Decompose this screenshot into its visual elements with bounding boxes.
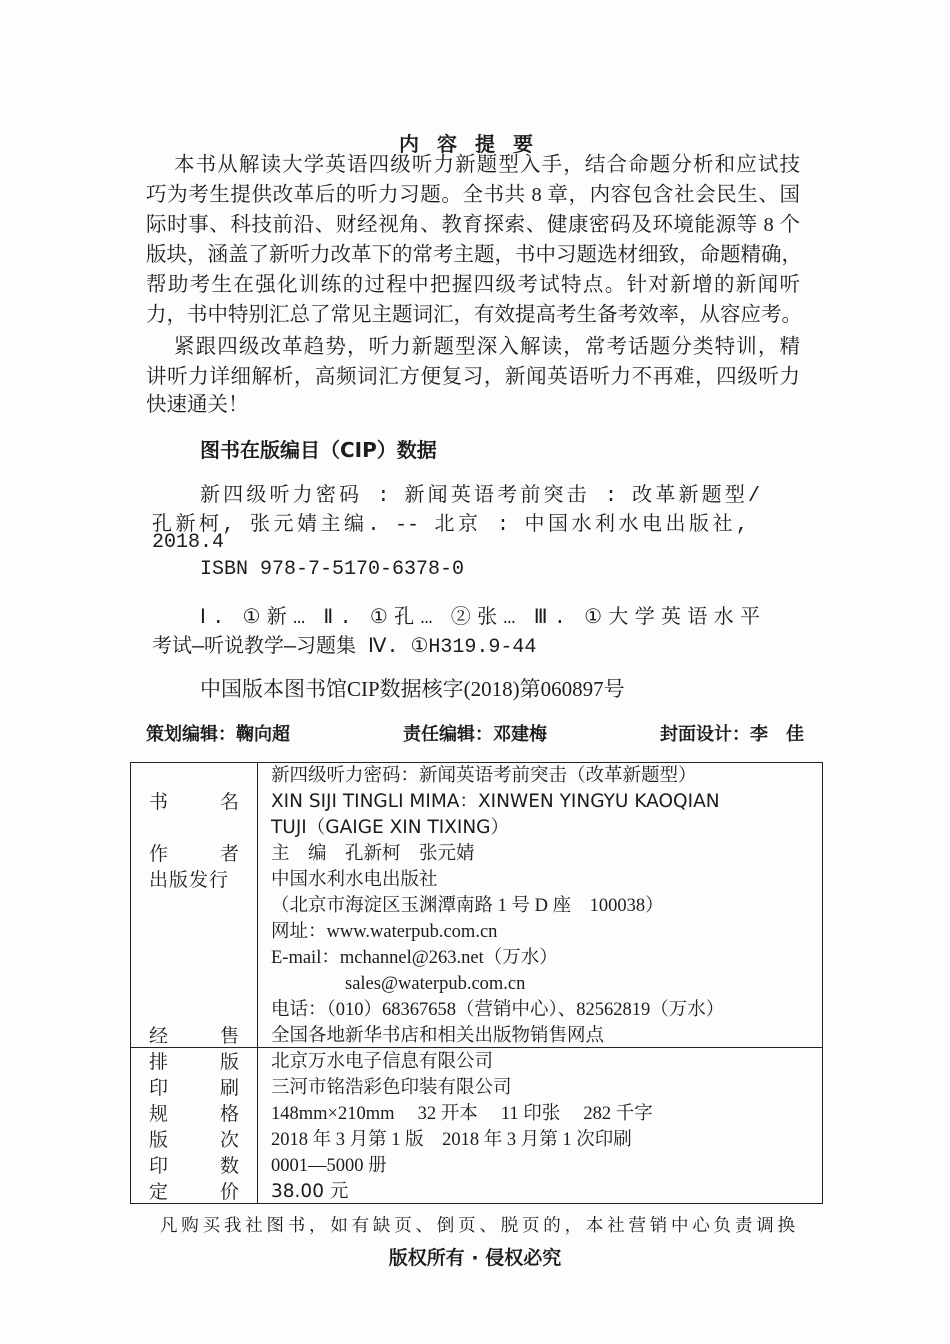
cip-line: ISBN 978-7-5170-6378-0 (200, 558, 465, 581)
credit-responsible-editor: 责任编辑：邓建梅 (403, 724, 547, 745)
abstract-line: 快速通关！ (146, 394, 249, 416)
info-row-label (149, 1127, 239, 1153)
info-row-value: （北京市海淀区玉渊潭南路 1 号 D 座 100038） (271, 896, 664, 916)
label-char: 书 (149, 791, 169, 813)
info-row-label (149, 1179, 239, 1205)
abstract-line: 本书从解读大学英语四级听力新题型入手，结合命题分析和应试技 (174, 154, 800, 176)
cip-line: 2018.4 (152, 531, 225, 554)
label-char: 版 (149, 1129, 169, 1151)
abstract-line: 帮助考生在强化训练的过程中把握四级考试特点。针对新增的新闻听 (146, 274, 800, 296)
return-notice: 凡购买我社图书，如有缺页、倒页、脱页的，本社营销中心负责调换 (160, 1215, 797, 1235)
abstract-line: 际时事、科技前沿、财经视角、教育探索、健康密码及环境能源等 8 个 (146, 214, 800, 236)
label-char: 名 (219, 791, 239, 813)
abstract-line: 力，书中特别汇总了常见主题词汇，有效提高考生备考效率，从容应考。 (146, 304, 802, 326)
label-char: 经 (149, 1025, 169, 1047)
info-row-value: 新四级听力密码：新闻英语考前突击（改革新题型） (271, 765, 697, 786)
info-row-value: E-mail：mchannel@263.net（万水） (271, 948, 558, 968)
label-char: 售 (219, 1025, 239, 1047)
label-char: 定 (149, 1181, 169, 1203)
cip-heading: 图书在版编目（CIP）数据 (200, 438, 437, 462)
info-row-label (149, 867, 239, 893)
abstract-line: 版块，涵盖了新听力改革下的常考主题，书中习题选材细致，命题精确， (146, 244, 802, 266)
label-char: 次 (219, 1129, 239, 1151)
info-row-value: 148mm×210mm 32 开本 11 印张 282 千字 (271, 1104, 653, 1124)
info-row-label (149, 1049, 239, 1075)
info-row-value: 北京万水电子信息有限公司 (271, 1052, 494, 1072)
label-char: 格 (219, 1103, 239, 1125)
label-char: 规 (149, 1103, 169, 1125)
label-char: 者 (219, 843, 239, 865)
info-row-label (149, 1075, 239, 1101)
info-row-value: XIN SIJI TINGLI MIMA：XINWEN YINGYU KAOQIAN (271, 791, 720, 812)
copyright-notice: 版权所有 · 侵权必究 (388, 1247, 562, 1269)
label-char: 价 (219, 1181, 239, 1203)
info-row-value: 电话：（010）68367658（营销中心）、82562819（万水） (271, 1000, 725, 1020)
credit-planning-editor: 策划编辑：鞠向超 (146, 724, 290, 745)
info-row-value: 38.00 元 (271, 1181, 349, 1202)
info-row-label (149, 1153, 239, 1179)
abstract-line: 巧为考生提供改革后的听力习题。全书共 8 章，内容包含社会民生、国 (146, 184, 800, 206)
abstract-line: 讲听力详细解析，高频词汇方便复习，新闻英语听力不再难，四级听力 (146, 366, 800, 388)
column-divider (257, 763, 258, 1203)
label-char: 印 (149, 1077, 169, 1099)
abstract-line: 紧跟四级改革趋势，听力新题型深入解读，常考话题分类特训，精 (174, 336, 800, 358)
info-row-value: 主 编 孔新柯 张元婧 (271, 844, 475, 864)
info-row-value: sales@waterpub.com.cn (271, 974, 526, 994)
credit-cover-design: 封面设计：李 佳 (660, 724, 804, 745)
cip-line: Ⅰ. ①新… Ⅱ. ①孔… ②张… Ⅲ. ①大学英语水平 (200, 607, 760, 630)
info-row-label (149, 841, 239, 867)
info-row-value: 2018 年 3 月第 1 版 2018 年 3 月第 1 次印刷 (271, 1130, 632, 1150)
cip-line: 中国版本图书馆CIP数据核字(2018)第060897号 (200, 677, 625, 701)
label-char: 版 (219, 1051, 239, 1073)
cip-line: 孔新柯, 张元婧主编. -- 北京 : 中国水利水电出版社, (152, 514, 748, 537)
label-char: 印 (149, 1155, 169, 1177)
info-row-value: 0001—5000 册 (271, 1156, 387, 1176)
abstract-title: 内容提要 (399, 132, 551, 156)
info-row-value: 网址：www.waterpub.com.cn (271, 922, 498, 942)
info-row-label (149, 1023, 239, 1049)
info-row-value: 中国水利水电出版社 (271, 870, 438, 890)
label-char: 刷 (219, 1077, 239, 1099)
info-row-value: 全国各地新华书店和相关出版物销售网点 (271, 1026, 605, 1046)
cip-line: 新四级听力密码 : 新闻英语考前突击 : 改革新题型/ (200, 485, 760, 508)
info-row-label (149, 789, 239, 815)
publication-info-table (130, 762, 823, 1204)
info-row-value: 三河市铭浩彩色印装有限公司 (271, 1078, 512, 1098)
cip-line: 考试—听说教学—习题集 Ⅳ. ①H319.9-44 (152, 636, 537, 659)
info-row-label (149, 1101, 239, 1127)
label-char: 数 (219, 1155, 239, 1177)
label-char: 排 (149, 1051, 169, 1073)
info-row-value: TUJI（GAIGE XIN TIXING） (271, 817, 510, 838)
label-char: 作 (149, 843, 169, 865)
credits (146, 720, 804, 746)
label-char: 出版发行 (149, 869, 230, 891)
